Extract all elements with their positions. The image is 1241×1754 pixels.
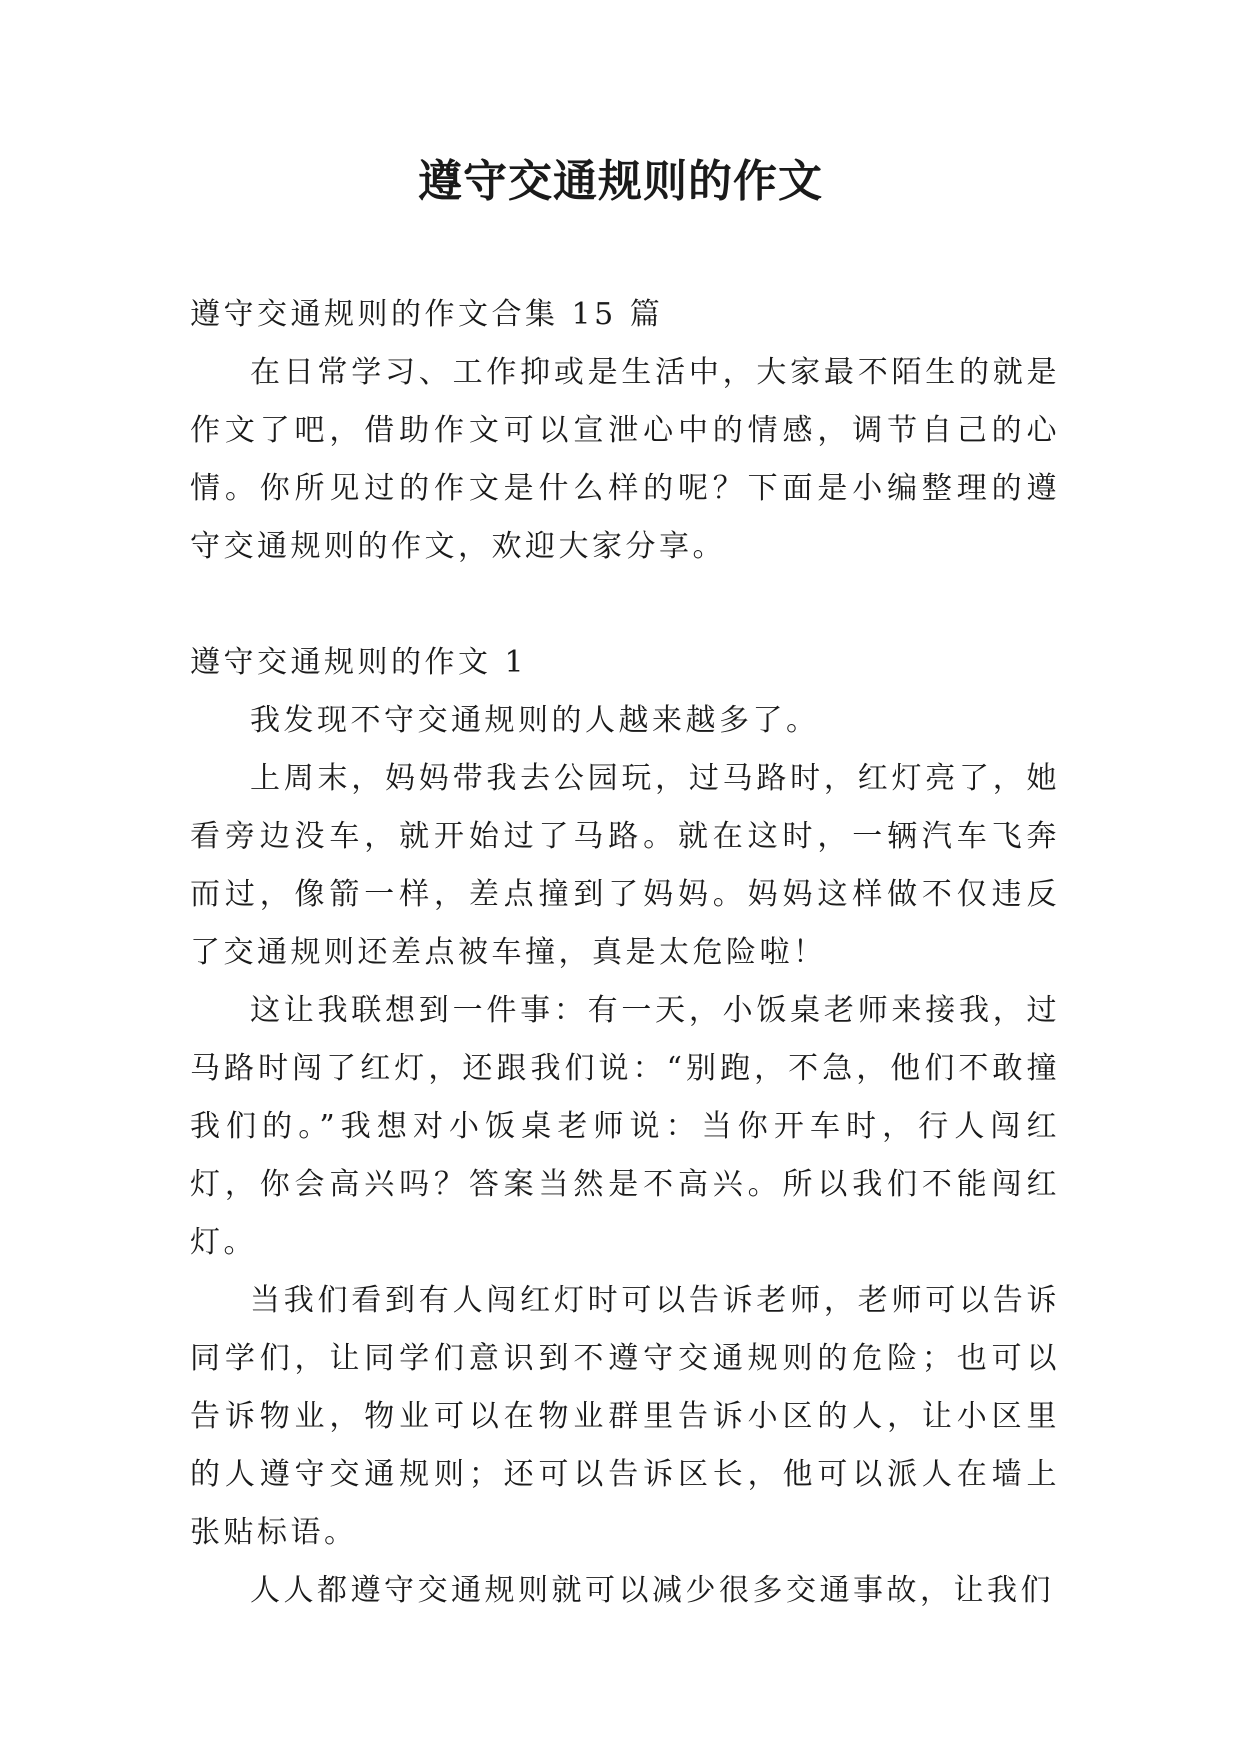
essay-1-paragraph: 当我们看到有人闯红灯时可以告诉老师，老师可以告诉同学们，让同学们意识到不遵守交通规则的危险；也可以告诉物业，物业可以在物业群里告诉小区的人，让小区里的人遵守交通规则；还可以告诉区长，他可以派人在墙上张贴标语。 (190, 1283, 1060, 1550)
document-title: 遵守交通规则的作文 (418, 156, 823, 207)
essay-1-heading: 遵守交通规则的作文 1 (190, 645, 528, 680)
essay-1-paragraph: 这让我联想到一件事：有一天，小饭桌老师来接我，过马路时闯了红灯，还跟我们说：“别跑，不急，他们不敢撞我们的。”我想对小饭桌老师说：当你开车时，行人闯红灯，你会高兴吗？答案当然是不高兴。所以我们不能闯红灯。 (190, 993, 1060, 1260)
document-body (190, 286, 1060, 1620)
essay-1-paragraph: 上周末，妈妈带我去公园玩，过马路时，红灯亮了，她看旁边没车，就开始过了马路。就在这时，一辆汽车飞奔而过，像箭一样，差点撞到了妈妈。妈妈这样做不仅违反了交通规则还差点被车撞，真是太危险啦！ (190, 761, 1060, 970)
collection-heading: 遵守交通规则的作文合集 15 篇 (190, 297, 664, 332)
section-spacer (190, 576, 1060, 634)
essay-1-paragraph: 我发现不守交通规则的人越来越多了。 (250, 703, 820, 738)
essay-1-paragraph: 人人都遵守交通规则就可以减少很多交通事故，让我们 (250, 1573, 1054, 1608)
intro-paragraph: 在日常学习、工作抑或是生活中，大家最不陌生的就是作文了吧，借助作文可以宣泄心中的情感，调节自己的心情。你所见过的作文是什么样的呢？下面是小编整理的遵守交通规则的作文，欢迎大家分享。 (190, 355, 1060, 564)
